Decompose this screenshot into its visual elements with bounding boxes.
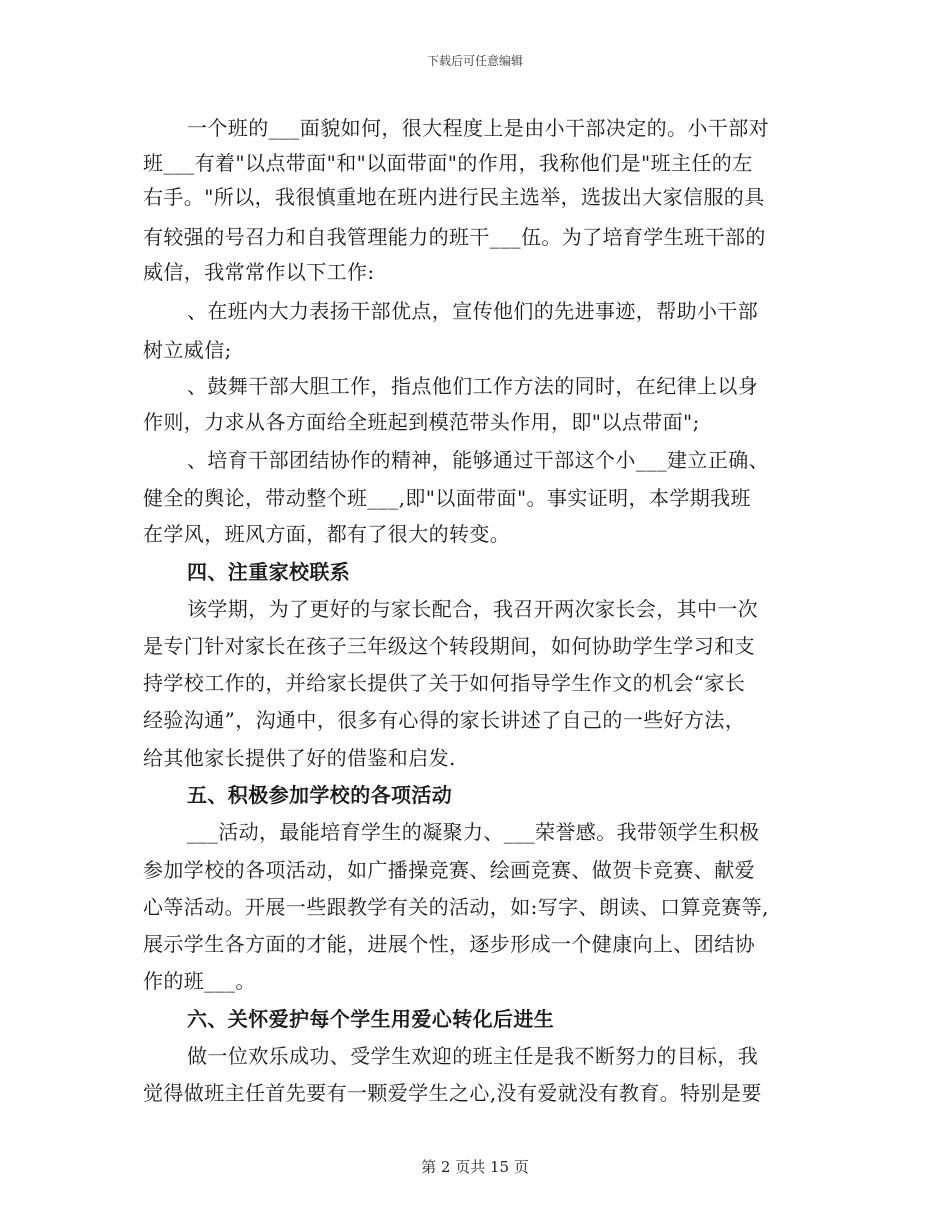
text-line: 该学期，为了更好的与家长配合，我召开两次家长会，其中一次 [187, 597, 759, 621]
text-line: 持学校工作的，并给家长提供了关于如何指导学生作文的机会“家长 [143, 671, 746, 695]
text-line: 、鼓舞干部大胆工作，指点他们工作方法的同时，在纪律上以身 [187, 374, 759, 398]
text-line: 有较强的号召力和自我管理能力的班干___伍。为了培育学生班干部的 [143, 225, 766, 249]
text-line: 展示学生各方面的才能，进展个性，逐步形成一个健康向上、团结协 [143, 932, 755, 956]
text-line: 参加学校的各项活动，如广播操竞赛、绘画竞赛、做贺卡竞赛、献爱 [143, 858, 755, 882]
text-line: 做一位欢乐成功、受学生欢迎的班主任是我不断努力的目标，我 [187, 1044, 759, 1068]
text-line: 给其他家长提供了好的借鉴和启发. [143, 746, 456, 770]
text-line: 、在班内大力表扬干部优点，宣传他们的先进事迹，帮助小干部 [187, 299, 759, 323]
text-line: 一个班的___面貌如何，很大程度上是由小干部决定的。小干部对 [187, 116, 769, 140]
section-heading: 五、积极参加学校的各项活动 [187, 783, 453, 807]
text-line: 右手。"所以，我很慎重地在班内进行民主选举，选拔出大家信服的具 [143, 185, 765, 209]
section-heading: 四、注重家校联系 [187, 560, 351, 584]
page-header: 下载后可任意编辑 [426, 54, 523, 68]
text-line: 是专门针对家长在孩子三年级这个转段期间，如何协助学生学习和支 [143, 634, 755, 658]
text-line: 健全的舆论，带动整个班___,即"以面带面"。事实证明，本学期我班 [143, 486, 751, 510]
text-line: 、培育干部团结协作的精神，能够通过干部这个小___建立正确、 [187, 448, 769, 472]
section-heading: 六、关怀爱护每个学生用爱心转化后进生 [187, 1007, 555, 1031]
text-line: 在学风，班风方面，都有了很大的转变。 [143, 522, 511, 546]
text-line: 作的班___。 [143, 969, 256, 993]
text-line: 觉得做班主任首先要有一颗爱学生之心,没有爱就没有教育。特别是要 [143, 1081, 762, 1105]
text-line: 树立威信; [143, 338, 232, 362]
text-line: 作则，力求从各方面给全班起到模范带头作用，即"以点带面"; [143, 410, 700, 434]
text-line: 威信，我常常作以下工作: [143, 260, 375, 284]
text-line: 心等活动。开展一些跟教学有关的活动，如:写字、朗读、口算竞赛等, [143, 895, 769, 919]
text-line: 经验沟通”，沟通中，很多有心得的家长讲述了自己的一些好方法， [143, 708, 746, 732]
text-line: ___活动，最能培育学生的凝聚力、___荣誉感。我带领学生积极 [187, 820, 760, 844]
text-line: 班___有着"以点带面"和"以面带面"的作用，我称他们是"班主任的左 [143, 151, 753, 175]
page-footer: 第 2 页共 15 页 [421, 1158, 529, 1176]
